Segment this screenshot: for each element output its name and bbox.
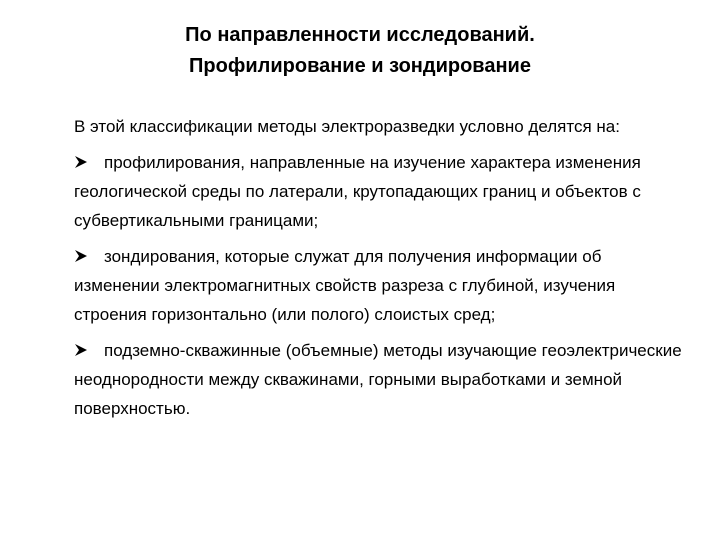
list-item <box>74 148 684 235</box>
slide-title <box>0 20 720 82</box>
title-line-2: Профилирование и зондирование <box>189 55 531 77</box>
arrow-bullet-icon <box>74 155 88 169</box>
list-item <box>74 242 684 329</box>
arrow-bullet-icon <box>74 249 88 263</box>
intro-text: В этой классификации методы электроразведки условно делятся на: <box>74 117 620 136</box>
title-line-1: По направленности исследований. <box>185 24 535 46</box>
list-item-text: зондирования, которые служат для получения информации об изменении электромагнитных свойств разреза с глубиной, изучения строения горизонтально (или полого) слоистых сред; <box>74 247 616 324</box>
list-item-text: подземно-скважинные (объемные) методы изучающие геоэлектрические неоднородности между скважинами, горными выработками и земной поверхностью. <box>74 341 682 418</box>
list-item-text: профилирования, направленные на изучение характера изменения геологической среды по латерали, крутопадающих границ и объектов с субвертикальными границами; <box>74 153 641 230</box>
slide-body <box>74 112 684 430</box>
arrow-bullet-icon <box>74 343 88 357</box>
list-item <box>74 336 684 423</box>
